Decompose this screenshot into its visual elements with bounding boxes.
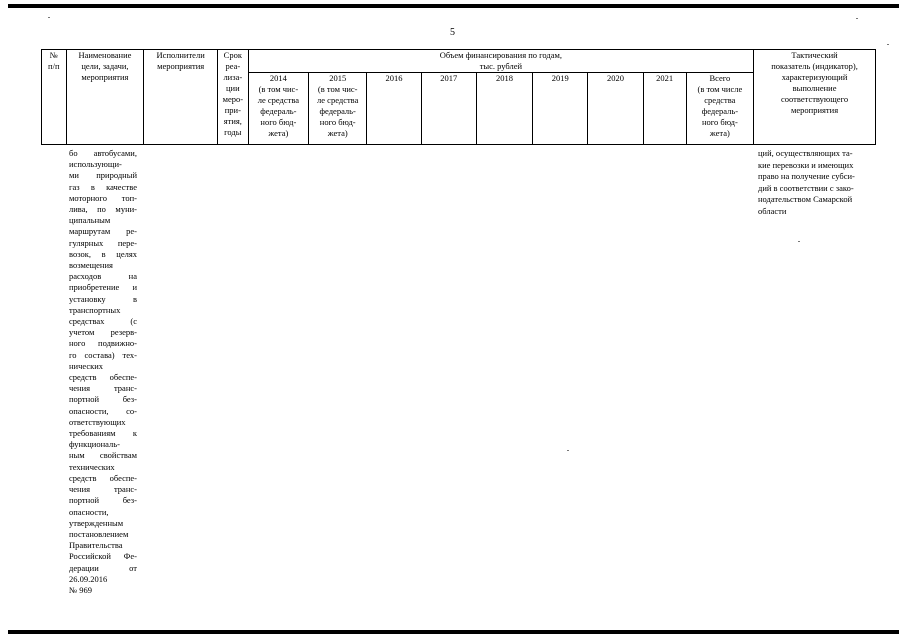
measure-name-line: средств обеспе- xyxy=(69,472,137,483)
measure-name-line: утвержденным xyxy=(69,517,124,528)
header-name: Наименование цели, задачи, мероприятия xyxy=(66,50,144,145)
scan-speck xyxy=(798,241,800,242)
header-tactical-indicator: Тактический показатель (индикатор), характеризующий выполнение соответствующего мероприятия xyxy=(754,50,876,145)
measure-name-line: чения транс- xyxy=(69,383,137,394)
header-year-2021: 2021 xyxy=(643,73,686,145)
measure-name-line: дерации от xyxy=(69,562,137,573)
header-year-2015: 2015 (в том чис- ле средства федераль- ного бюд- жета) xyxy=(309,73,367,145)
scan-speck xyxy=(856,18,858,19)
measure-name-line: Российской Фе- xyxy=(69,551,137,562)
header-year-2014: 2014 (в том чис- ле средства федераль- ного бюд- жета) xyxy=(248,73,308,145)
tactical-indicator-line: нодательством Самарской xyxy=(758,194,853,204)
header-executors: Исполнители мероприятия xyxy=(144,50,218,145)
header-year-2020: 2020 xyxy=(588,73,643,145)
measure-name-line: функциональ- xyxy=(69,439,120,450)
measure-name-line: го состава) тех- xyxy=(69,349,137,360)
bottom-border-rule xyxy=(8,630,899,634)
scan-speck xyxy=(48,17,50,18)
measure-name-line: газ в качестве xyxy=(69,181,137,192)
measure-name-line: ципальным xyxy=(69,215,111,226)
measure-name-line: ного подвижно- xyxy=(69,338,137,349)
measure-name-line: использующи- xyxy=(69,159,122,170)
page-number: 5 xyxy=(450,27,455,38)
measure-name-line: бо автобусами, xyxy=(69,148,137,158)
measure-name-line: маршрутам ре- xyxy=(69,226,137,237)
measure-name-line: гулярных пере- xyxy=(69,237,137,248)
measure-name-line: опасности, со- xyxy=(69,405,137,416)
measure-name-line: возмещения xyxy=(69,260,113,271)
header-year-2018: 2018 xyxy=(476,73,532,145)
measure-name-line: 26.09.2016 xyxy=(69,573,108,584)
tactical-indicator-line: дий в соответствии с зако- xyxy=(758,182,854,193)
measure-name-line: приобретение и xyxy=(69,282,137,293)
scan-speck xyxy=(567,450,569,451)
measure-name-line: чения транс- xyxy=(69,484,137,495)
measure-name-line: учетом резерв- xyxy=(69,327,137,338)
program-table xyxy=(41,49,876,145)
measure-name-line: установку в xyxy=(69,293,137,304)
measure-name-line: ми природный xyxy=(69,170,137,181)
header-number: № п/п xyxy=(42,50,67,145)
measure-name-line: ным свойствам xyxy=(69,450,137,461)
measure-name-line: портной без- xyxy=(69,495,137,506)
header-total: Всего (в том числе средства федераль- ного бюд- жета) xyxy=(686,73,754,145)
tactical-indicator-line: ций, осуществляющих та- xyxy=(758,148,853,158)
measure-name-line: средствах (с xyxy=(69,316,137,327)
scan-speck xyxy=(887,44,889,45)
measure-name-line: транспортных xyxy=(69,304,121,315)
tactical-indicator-text xyxy=(758,148,874,217)
measure-name-line: моторного топ- xyxy=(69,192,137,203)
measure-name-line: нических xyxy=(69,360,104,371)
measure-name-line: постановлением xyxy=(69,528,129,539)
measure-name-text xyxy=(69,148,137,596)
header-year-2019: 2019 xyxy=(533,73,588,145)
header-term: Срок реа- лиза- ции меро- при- ятия, годы xyxy=(217,50,248,145)
measure-name-line: № 969 xyxy=(69,584,92,595)
measure-name-line: Правительства xyxy=(69,540,123,551)
measure-name-line: опасности, xyxy=(69,506,109,517)
header-financing: Объем финансирования по годам, тыс. рублей xyxy=(248,50,753,73)
measure-name-line: расходов на xyxy=(69,271,137,282)
tactical-indicator-line: кие перевозки и имеющих xyxy=(758,159,854,170)
measure-name-line: лива, по муни- xyxy=(69,204,137,215)
header-year-2017: 2017 xyxy=(421,73,476,145)
measure-name-line: требованиям к xyxy=(69,428,137,439)
tactical-indicator-line: области xyxy=(758,205,787,216)
measure-name-line: портной без- xyxy=(69,394,137,405)
tactical-indicator-line: право на получение субси- xyxy=(758,171,855,181)
header-year-2016: 2016 xyxy=(367,73,421,145)
top-border-rule xyxy=(8,4,899,8)
measure-name-line: технических xyxy=(69,461,115,472)
measure-name-line: возок, в целях xyxy=(69,248,137,259)
measure-name-line: ответствующих xyxy=(69,416,126,427)
measure-name-line: средств обеспе- xyxy=(69,372,137,383)
